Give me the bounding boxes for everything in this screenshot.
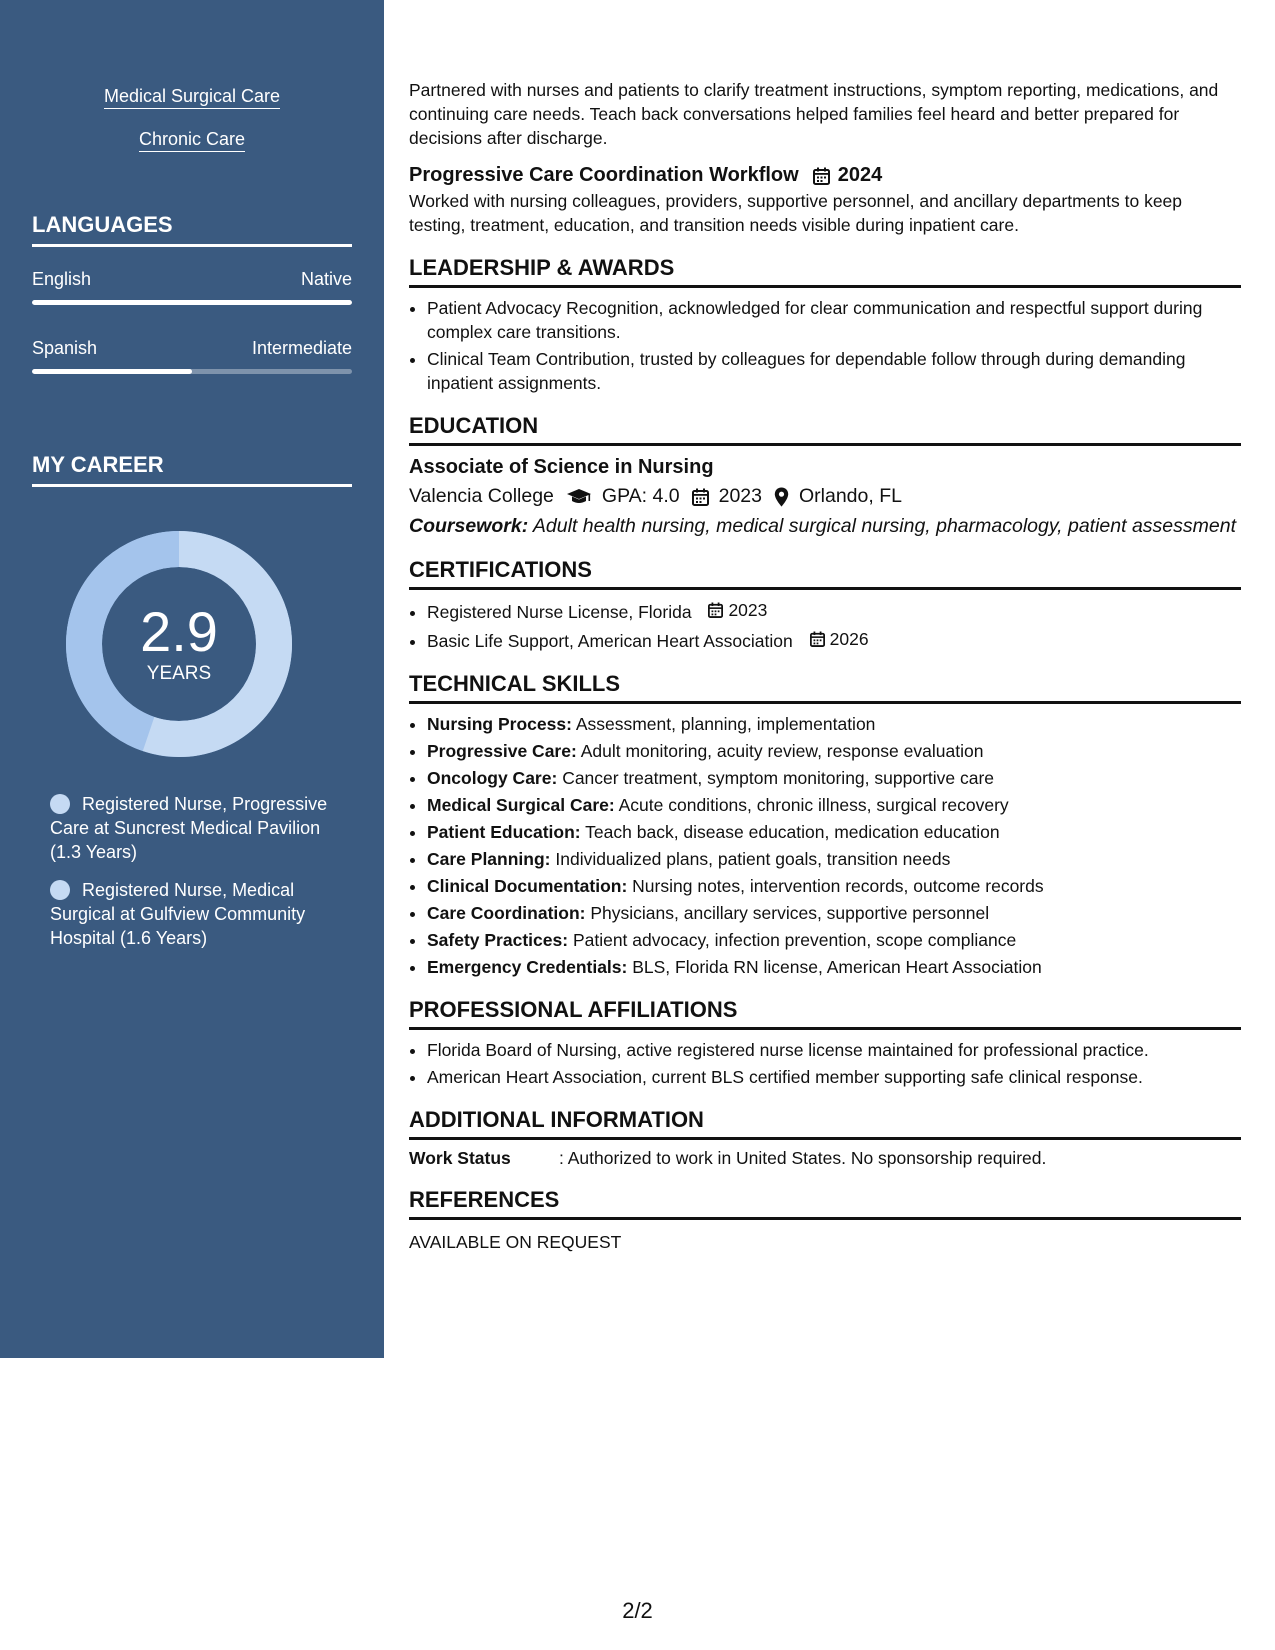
list-item <box>427 627 1241 653</box>
list-item: • Patient Advocacy Recognition, acknowledged for clear communication and respectful support during complex care transitions. <box>427 296 1241 344</box>
certification-year: 2026 <box>829 629 869 649</box>
work-status-value: : Authorized to work in United States. No sponsorship required. <box>559 1148 1047 1168</box>
certification-year: 2023 <box>728 600 768 620</box>
language-level: Intermediate <box>251 338 352 358</box>
certification-date <box>708 598 767 622</box>
skill-links <box>0 86 384 172</box>
intro-paragraph: Partnered with nurses and patients to clarify treatment instructions, symptom reporting, medications, and continuing care needs. Teach back conversations helped families feel heard and better prepared for decisions after discharge. <box>409 80 1219 148</box>
list-item: • Clinical Team Contribution, trusted by colleagues for dependable follow through during demanding inpatient assignments. <box>427 347 1241 395</box>
additional-info-heading: ADDITIONAL INFORMATION <box>409 1107 1241 1140</box>
list-item <box>427 901 1241 925</box>
skill-label: Medical Surgical Care: <box>427 795 615 815</box>
skill-label: Emergency Credentials: <box>427 957 628 977</box>
skill-label: Progressive Care: <box>427 741 577 761</box>
career-list <box>50 792 340 964</box>
coursework-label: Coursework: <box>409 515 529 537</box>
calendar-icon <box>692 488 709 506</box>
skill-value: Assessment, planning, implementation <box>575 714 876 734</box>
sidebar <box>0 0 384 1358</box>
language-level: Native <box>300 269 352 289</box>
page-number: 2/2 <box>622 1598 653 1623</box>
list-item <box>427 793 1241 817</box>
references-heading: REFERENCES <box>409 1187 1241 1220</box>
certifications-heading: CERTIFICATIONS <box>409 557 1241 590</box>
education-gpa: GPA: 4.0 <box>601 485 680 507</box>
skill-label: Care Planning: <box>427 849 551 869</box>
career-total-unit: YEARS <box>146 663 212 684</box>
skill-value: Patient advocacy, infection prevention, scope compliance <box>572 930 1017 950</box>
skill-value: Individualized plans, patient goals, transition needs <box>555 849 951 869</box>
career-heading: MY CAREER <box>32 452 352 487</box>
skill-value: Nursing notes, intervention records, outcome records <box>632 876 1044 896</box>
skill-value: Teach back, disease education, medication education <box>585 822 1000 842</box>
language-name: Spanish <box>32 338 98 358</box>
career-item-text: Registered Nurse, Medical Surgical at Gulfview Community Hospital (1.6 Years) <box>50 880 306 948</box>
work-status-row <box>409 1148 1241 1169</box>
skill-value: Physicians, ancillary services, supportive personnel <box>590 903 990 923</box>
skill-link-medical-surgical[interactable]: Medical Surgical Care <box>104 86 280 109</box>
certification-date <box>810 627 869 651</box>
map-pin-icon <box>774 487 789 507</box>
work-status-label: Work Status <box>409 1148 511 1168</box>
language-bar-fill <box>32 369 192 374</box>
leadership-heading: LEADERSHIP & AWARDS <box>409 255 1241 288</box>
education-school: Valencia College <box>409 485 554 507</box>
technical-skills-heading: TECHNICAL SKILLS <box>409 671 1241 704</box>
language-bar-spanish <box>32 369 352 374</box>
career-total <box>66 531 292 757</box>
certification-name: Basic Life Support, American Heart Association <box>427 631 793 651</box>
list-item <box>427 955 1241 979</box>
legend-dot-icon <box>50 880 70 900</box>
skill-value: Cancer treatment, symptom monitoring, supportive care <box>562 768 995 788</box>
education-degree: Associate of Science in Nursing <box>409 456 714 478</box>
list-item <box>427 847 1241 871</box>
language-row-english <box>32 269 352 290</box>
list-item <box>427 598 1241 624</box>
calendar-icon <box>810 631 825 647</box>
language-row-spanish <box>32 338 352 359</box>
affiliations-list <box>409 1038 1241 1089</box>
list-item <box>427 928 1241 952</box>
career-item <box>50 792 340 864</box>
project-title: Progressive Care Coordination Workflow <box>409 164 799 186</box>
certifications-list <box>409 598 1241 653</box>
skill-label: Oncology Care: <box>427 768 558 788</box>
list-item <box>427 712 1241 736</box>
language-bar-english <box>32 300 352 305</box>
skill-value: BLS, Florida RN license, American Heart Association <box>632 957 1042 977</box>
graduation-cap-icon <box>566 488 592 506</box>
project-year: 2024 <box>837 164 883 186</box>
certification-name: Registered Nurse License, Florida <box>427 602 692 622</box>
list-item <box>427 766 1241 790</box>
skill-value: Adult monitoring, acuity review, response evaluation <box>580 741 984 761</box>
project-title-row <box>409 164 1241 187</box>
list-item: • Florida Board of Nursing, active registered nurse license maintained for professional practice. <box>427 1038 1241 1062</box>
career-item-text: Registered Nurse, Progressive Care at Suncrest Medical Pavilion (1.3 Years) <box>50 794 328 862</box>
education-meta <box>409 485 1241 508</box>
skill-link-chronic-care[interactable]: Chronic Care <box>139 129 245 152</box>
list-item: • American Heart Association, current BLS certified member supporting safe clinical response. <box>427 1065 1241 1089</box>
language-bar-fill <box>32 300 352 305</box>
education-heading: EDUCATION <box>409 413 1241 446</box>
skill-label: Patient Education: <box>427 822 581 842</box>
calendar-icon <box>708 602 723 618</box>
legend-dot-icon <box>50 794 70 814</box>
affiliations-heading: PROFESSIONAL AFFILIATIONS <box>409 997 1241 1030</box>
project-description: Worked with nursing colleagues, providers, supportive personnel, and ancillary departments to keep testing, treatment, education, and transition needs visible during inpatient care. <box>409 191 1183 235</box>
skill-label: Care Coordination: <box>427 903 586 923</box>
education-location: Orlando, FL <box>798 485 902 507</box>
skill-label: Safety Practices: <box>427 930 569 950</box>
technical-skills-list <box>409 712 1241 979</box>
career-item <box>50 878 340 950</box>
coursework-text: Adult health nursing, medical surgical nursing, pharmacology, patient assessment <box>532 515 1237 537</box>
languages-heading: LANGUAGES <box>32 212 352 247</box>
skill-label: Nursing Process: <box>427 714 572 734</box>
list-item <box>427 874 1241 898</box>
skill-label: Clinical Documentation: <box>427 876 628 896</box>
language-name: English <box>32 269 92 289</box>
career-total-value: 2.9 <box>140 600 218 663</box>
references-text: AVAILABLE ON REQUEST <box>409 1232 622 1252</box>
leadership-list <box>409 296 1241 395</box>
education-year: 2023 <box>718 485 762 507</box>
list-item <box>427 820 1241 844</box>
list-item <box>427 739 1241 763</box>
main-content <box>409 78 1241 1253</box>
education-coursework <box>409 514 1241 539</box>
skill-value: Acute conditions, chronic illness, surgical recovery <box>618 795 1009 815</box>
calendar-icon <box>813 167 830 185</box>
